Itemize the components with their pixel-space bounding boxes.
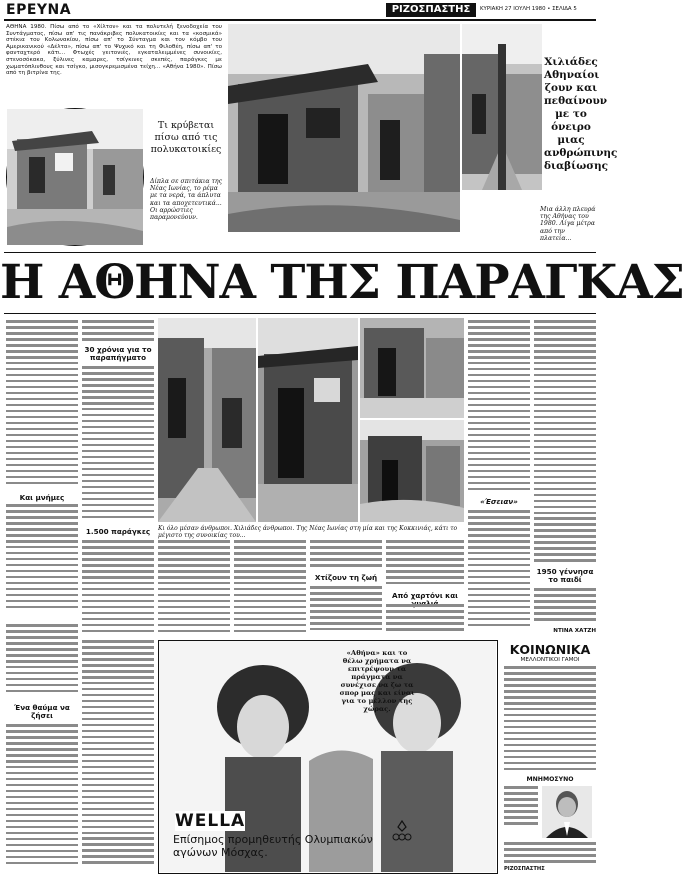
subhead-5: Χτίζουν τη ζωή: [314, 573, 378, 582]
column-8-text-b: [534, 588, 596, 624]
column-2-text-b: [82, 366, 154, 526]
subhead-8: 1950 γέννησα το παιδί: [536, 567, 594, 584]
shanty-street-photo: [228, 24, 460, 232]
column-2-text-d: [82, 640, 154, 876]
portrait-man-photo: [542, 786, 592, 838]
column-8-text: [534, 320, 596, 566]
subhead-6: «Έσειαν»: [480, 497, 518, 506]
column-1-text: [6, 320, 78, 492]
ad-tagline: Επίσημος προμηθευτής Ολυμπιακών αγώνων Μόσχας.: [173, 833, 373, 859]
column-6-text-b: [386, 604, 464, 636]
sidebar-text: [504, 666, 596, 774]
circular-photo: [6, 108, 144, 246]
subhead-3: Ένα θαύμα να ζήσει: [14, 703, 70, 720]
headline-rule-top: [4, 252, 596, 253]
wella-ad: [158, 640, 498, 874]
memorial-portrait: [542, 786, 592, 838]
mid-caption: Κι όλο μέσαν άνθρωποι. Χιλιάδες άνθρωποι. Της Νέας Ιωνίας στη μία και της Κοκκινιάς, κάτι το μέγιστο της συνοικίας του...: [158, 525, 458, 540]
right-deck: Χιλιάδες Αθηναίοι ζουν και πεθαίνουν με το όνειρο μιας ανθρώπινης διαβίωσης: [544, 56, 618, 172]
alley-house-photo: [7, 109, 143, 245]
mid-photo-center: [258, 318, 358, 522]
masthead: ΡΙΖΟΣΠΑΣΤΗΣ: [386, 3, 476, 17]
sidebar-subtitle: ΜΕΛΛΟΝΤΙΚΟΙ ΓΑΜΟΙ: [520, 657, 580, 663]
subhead-4: 1.500 παράγκες: [85, 527, 151, 536]
mid-photo-right-bottom: [360, 420, 464, 522]
column-2-text-c: [82, 540, 154, 636]
stairs-alley-photo: [462, 24, 542, 190]
subhead-1: Και μνήμες: [19, 493, 65, 502]
intro-text: ΑΘΗΝΑ 1980. Πίσω από το «Χίλτον» και τα πολυτελή ξενοδοχεία του Συντάγματος, πίσω απ' τις πανάκριβες πολυκατοικίες και τα «κοσμικά» στέκια του Κολωνακίου, πίσω απ' το Σύνταγμα και τον κόμβο του Αμερικανικού «Δέλτα», πίσω απ' το Ψυχικό και τη Φιλοθέη, πίσω απ' το φανταχτερό κάτι... Φτωχές γειτονιές, εγκαταλειμμένες συνοικίες, στενοσόκακα, ξύλινες καμαρες, τσίγκινες σκεπές, παράγκες με χωματόπλινθους και τσίγκο, μισογκρεμισμένα τείχη... «Αθήνα 1980». Πίσω από τη βιτρίνα της.: [6, 24, 222, 77]
dateline: ΚΥΡΙΑΚΗ 27 ΙΟΥΛΗ 1980 • ΣΕΛΙΔΑ 5: [480, 6, 577, 12]
wella-logo: WELLA: [175, 811, 246, 831]
column-7-text: [468, 320, 530, 496]
column-5-text: [310, 540, 382, 572]
byline: ΝΤΙΝΑ ΧΑΤΖΗ: [553, 628, 596, 634]
ad-quote: «Αθήνα» και το θέλω χρήματα να επιτρέψουν τα πράγματα να συνέχισε να ζω τα σπορ μας και είναι για το μέλλον της χώρας.: [339, 649, 415, 713]
memorial-footer: ΡΙΖΟΣΠΑΣΤΗΣ: [504, 866, 545, 872]
shack-door-photo: [258, 318, 358, 522]
header-rule: [4, 19, 596, 21]
top-center-caption: Δίπλα σε σπιτάκια της Νέας Ιωνίας, το ρέμα με τα νερά, τα άπλυτα και τα αποχετευτικά... Οι αρρώστιες παραμονεύουν.: [150, 178, 223, 222]
top-right-photo: [462, 24, 542, 190]
column-1-text-b: [6, 504, 78, 616]
kicker: Τι κρύβεται πίσω από τις πολυκατοικίες: [150, 120, 222, 155]
column-7-text-b: [468, 510, 530, 636]
column-1-text-c: [6, 624, 78, 696]
section-label: ΕΡΕΥΝΑ: [6, 2, 72, 18]
column-1-text-d: [6, 724, 78, 874]
column-2-text: [82, 320, 154, 344]
olympic-mark-icon: [391, 819, 413, 843]
courtyard-photo: [360, 318, 464, 418]
mid-photo-left: [158, 318, 256, 522]
top-right-caption: Μια άλλη πλευρά της Αθήνας του 1980. Λίγα μέτρα από την πλατεία...: [540, 206, 596, 242]
headline-rule-bottom: [4, 313, 596, 314]
subhead-2: 30 χρόνια για το παραπήγματο: [84, 345, 152, 362]
top-center-photo: [228, 24, 460, 232]
hut-wall-photo: [360, 420, 464, 522]
memorial-text-b: [504, 842, 596, 866]
column-5-text-b: [310, 586, 382, 636]
column-4-text: [234, 540, 306, 636]
subhead-7: Από χαρτόνι και: [392, 591, 458, 600]
main-headline: Η ΑΘΗΝΑ ΤΗΣ ΠΑΡΑΓΚΑΣ: [0, 255, 684, 310]
memorial-text: [504, 786, 538, 832]
sidebar-title: ΚΟΙΝΩΝΙΚΑ: [509, 642, 591, 657]
narrow-alley-photo: [158, 318, 256, 522]
column-3-text: [158, 540, 230, 636]
memorial-heading: ΜΝΗΜΟΣΥΝΟ: [526, 776, 574, 783]
column-6-text: [386, 540, 464, 590]
mid-photo-right-top: [360, 318, 464, 418]
